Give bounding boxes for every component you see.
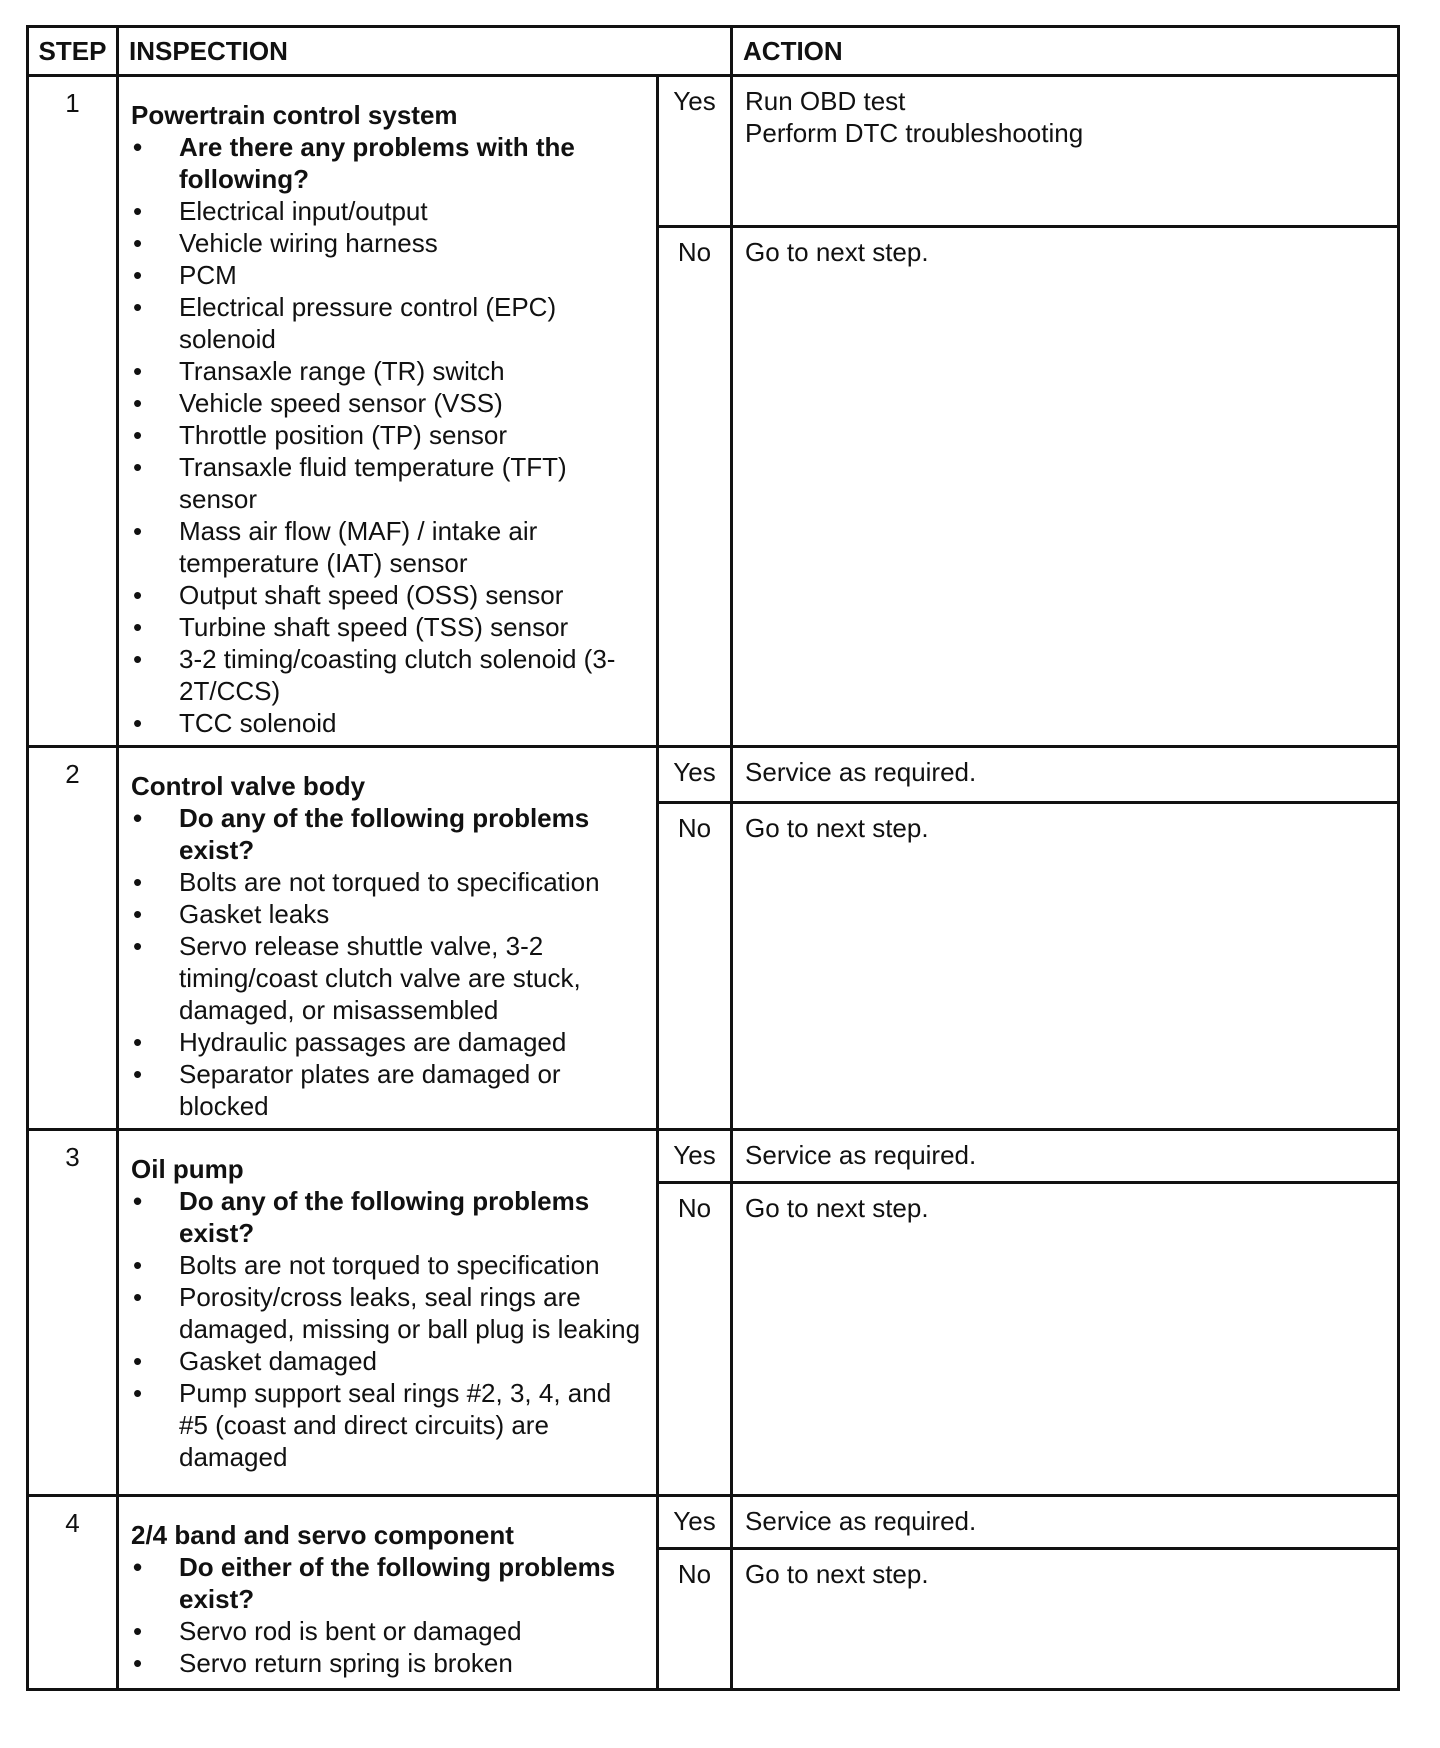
no-action: Go to next step. [732, 1183, 1399, 1496]
yes-label: Yes [658, 1496, 732, 1549]
inspection-list [131, 802, 644, 1122]
header-action [732, 27, 1399, 76]
step-number: 1 [28, 76, 118, 747]
inspection-item: • Gasket leaks [131, 898, 644, 930]
inspection-item: • TCC solenoid [131, 707, 644, 739]
inspection-cell [118, 1496, 658, 1690]
inspection-item: • Gasket damaged [131, 1345, 644, 1377]
inspection-cell [118, 747, 658, 1130]
header-inspection-label: INSPECTION [129, 36, 288, 66]
inspection-title: Control valve body [131, 771, 366, 801]
step-number: 2 [28, 747, 118, 1130]
inspection-question: • Are there any problems with the following? [131, 131, 644, 195]
inspection-item: • Separator plates are damaged or blocked [131, 1058, 644, 1122]
yes-label: Yes [658, 747, 732, 803]
diagnosis-table [26, 25, 1400, 1691]
yes-label: Yes [658, 1130, 732, 1183]
inspection-item: • Vehicle speed sensor (VSS) [131, 387, 644, 419]
inspection-list [131, 1551, 644, 1679]
inspection-question: • Do either of the following problems exist? [131, 1551, 644, 1615]
inspection-item: • Transaxle range (TR) switch [131, 355, 644, 387]
no-action: Go to next step. [732, 227, 1399, 747]
yes-action [732, 1130, 1399, 1183]
header-inspection [118, 27, 732, 76]
inspection-title: Oil pump [131, 1154, 244, 1184]
inspection-item: • PCM [131, 259, 644, 291]
yes-action [732, 747, 1399, 803]
step-row-yes [28, 747, 1399, 803]
yes-action [732, 76, 1399, 227]
yes-action [732, 1496, 1399, 1549]
yes-action-line: Service as required. [745, 1140, 977, 1170]
inspection-item: • Bolts are not torqued to specification [131, 1249, 644, 1281]
yes-action-line: Perform DTC troubleshooting [745, 118, 1084, 148]
inspection-item: • Turbine shaft speed (TSS) sensor [131, 611, 644, 643]
inspection-title: Powertrain control system [131, 100, 458, 130]
inspection-item: • Porosity/cross leaks, seal rings are damaged, missing or ball plug is leaking [131, 1281, 644, 1345]
inspection-item: • Mass air flow (MAF) / intake air temperature (IAT) sensor [131, 515, 644, 579]
step-row-yes [28, 1130, 1399, 1183]
header-action-label: ACTION [743, 36, 843, 66]
steps-body [28, 76, 1399, 1690]
header-row [28, 27, 1399, 76]
inspection-item: • Bolts are not torqued to specification [131, 866, 644, 898]
inspection-question: • Do any of the following problems exist? [131, 1185, 644, 1249]
header-step: STEP [28, 27, 118, 76]
inspection-item: • Transaxle fluid temperature (TFT) sensor [131, 451, 644, 515]
inspection-cell [118, 1130, 658, 1496]
step-row-yes [28, 1496, 1399, 1549]
inspection-question: • Do any of the following problems exist? [131, 802, 644, 866]
inspection-item: • Hydraulic passages are damaged [131, 1026, 644, 1058]
step-number: 3 [28, 1130, 118, 1496]
yes-action-line: Run OBD test [745, 86, 906, 116]
no-label: No [658, 1183, 732, 1496]
inspection-item: • Throttle position (TP) sensor [131, 419, 644, 451]
inspection-item: • Output shaft speed (OSS) sensor [131, 579, 644, 611]
inspection-item: • 3-2 timing/coasting clutch solenoid (3-2T/CCS) [131, 643, 644, 707]
inspection-item: • Servo release shuttle valve, 3-2 timing/coast clutch valve are stuck, damaged, or misassembled [131, 930, 644, 1026]
step-number: 4 [28, 1496, 118, 1690]
inspection-list [131, 1185, 644, 1473]
inspection-cell [118, 76, 658, 747]
step-row-yes [28, 76, 1399, 227]
yes-action-line: Service as required. [745, 757, 977, 787]
no-label: No [658, 1549, 732, 1690]
inspection-item: • Servo return spring is broken [131, 1647, 644, 1679]
inspection-item: • Vehicle wiring harness [131, 227, 644, 259]
no-action: Go to next step. [732, 1549, 1399, 1690]
inspection-item: • Servo rod is bent or damaged [131, 1615, 644, 1647]
no-label: No [658, 227, 732, 747]
no-action: Go to next step. [732, 802, 1399, 1129]
yes-label: Yes [658, 76, 732, 227]
inspection-item: • Electrical pressure control (EPC) solenoid [131, 291, 644, 355]
inspection-item: • Pump support seal rings #2, 3, 4, and #5 (coast and direct circuits) are damaged [131, 1377, 644, 1473]
inspection-list [131, 131, 644, 739]
inspection-item: • Electrical input/output [131, 195, 644, 227]
yes-action-line: Service as required. [745, 1506, 977, 1536]
no-label: No [658, 802, 732, 1129]
inspection-title: 2/4 band and servo component [131, 1520, 514, 1550]
